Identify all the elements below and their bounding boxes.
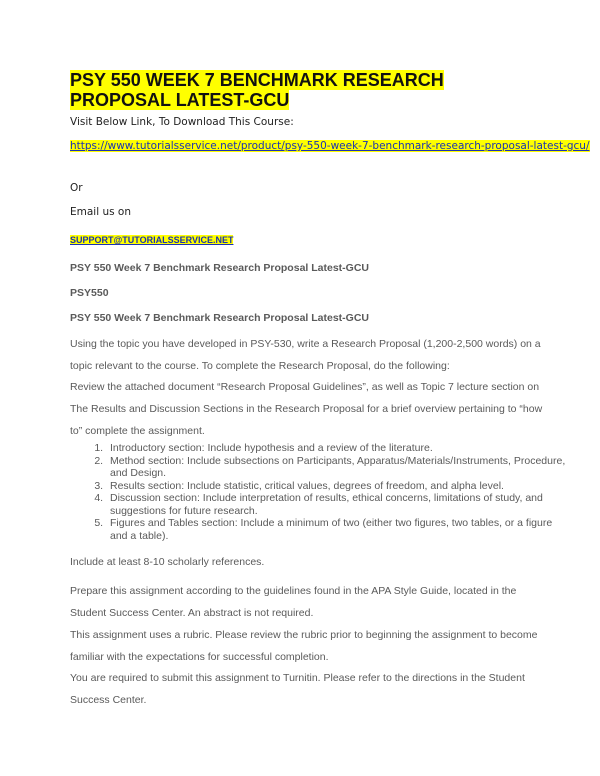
list-item: 5. Figures and Tables section: Include a minimum of two (either two figures, two tables, or a figure and a table). xyxy=(106,517,566,542)
list-item: 1. Introductory section: Include hypothesis and a review of the literature. xyxy=(106,442,566,455)
email-us-text: Email us on xyxy=(70,206,132,218)
visit-text: Visit Below Link, To Download This Course: xyxy=(70,116,294,128)
requirements-list xyxy=(70,442,566,542)
title-highlight: PSY 550 WEEK 7 BENCHMARK RESEARCH PROPOSAL LATEST-GCU xyxy=(70,70,444,110)
support-email-link[interactable]: SUPPORT@TUTORIALSSERVICE.NET xyxy=(70,235,234,245)
list-item: 3. Results section: Include statistic, critical values, degrees of freedom, and alpha level. xyxy=(106,480,566,493)
or-text: Or xyxy=(70,182,83,194)
course-link-text[interactable]: https://www.tutorialsservice.net/product/psy-550-week-7-benchmark-research-proposal-latest-gcu/ xyxy=(70,140,590,152)
paragraph-intro: Using the topic you have developed in PSY-530, write a Research Proposal (1,200-2,500 words) on a topic relevant to the course. To complete the Research Proposal, do the following: xyxy=(70,338,541,372)
document-title xyxy=(70,70,530,110)
paragraph-rubric: This assignment uses a rubric. Please review the rubric prior to beginning the assignment to become familiar with the expectations for successful completion. xyxy=(70,629,538,663)
paragraph-apa: Prepare this assignment according to the guidelines found in the APA Style Guide, located in the Student Success Center. An abstract is not required. xyxy=(70,585,517,619)
course-download-link[interactable] xyxy=(70,140,590,152)
list-item: 2. Method section: Include subsections on Participants, Apparatus/Materials/Instruments, Procedure, and Design. xyxy=(106,455,566,480)
paragraph-turnitin: You are required to submit this assignment to Turnitin. Please refer to the directions in the Student Success Center. xyxy=(70,672,525,706)
heading-course-title: PSY 550 Week 7 Benchmark Research Proposal Latest-GCU xyxy=(70,262,369,274)
list-item: 4. Discussion section: Include interpretation of results, ethical concerns, limitations of study, and suggestions for future research. xyxy=(106,492,566,517)
heading-assignment-title: PSY 550 Week 7 Benchmark Research Proposal Latest-GCU xyxy=(70,312,369,324)
paragraph-references: Include at least 8-10 scholarly references. xyxy=(70,556,265,568)
paragraph-review: Review the attached document “Research Proposal Guidelines”, as well as Topic 7 lecture section on The Results and Discussion Sections in the Research Proposal for a brief overview pertaining to “how to” complete the assignment. xyxy=(70,381,543,437)
heading-course-code: PSY550 xyxy=(70,287,109,299)
